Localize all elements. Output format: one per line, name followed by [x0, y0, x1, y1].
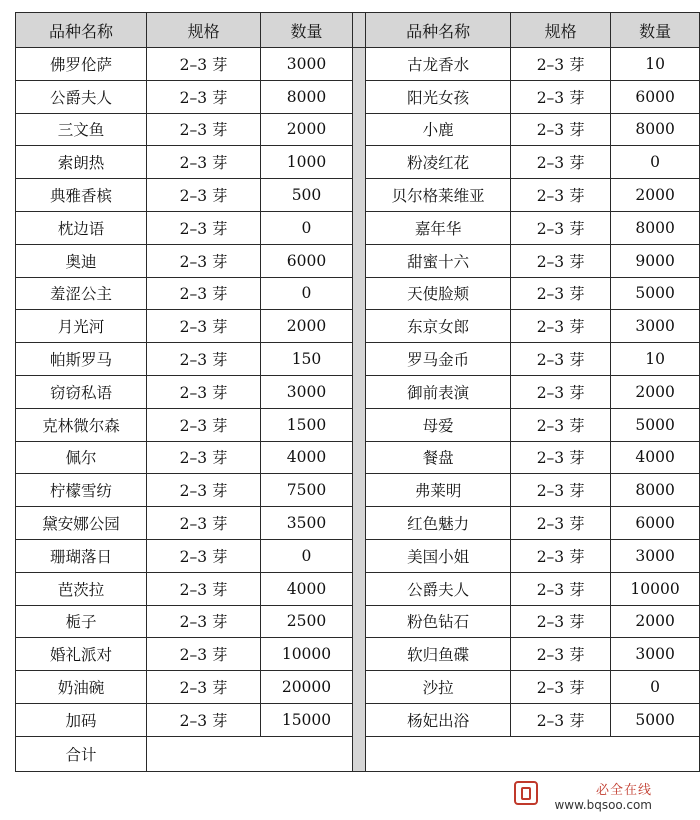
- inventory-sheet: [15, 12, 700, 772]
- quantity-right: 2000: [611, 179, 700, 212]
- variety-name-right: 古龙香水: [366, 48, 511, 81]
- spec-left: 2–3 芽: [146, 310, 260, 343]
- quantity-left: 7500: [261, 474, 353, 507]
- header-row: [16, 13, 700, 48]
- quantity-left: 10000: [261, 638, 353, 671]
- variety-name-left: 羞涩公主: [16, 277, 147, 310]
- quantity-left: 0: [261, 277, 353, 310]
- spec-left: 2–3 芽: [146, 375, 260, 408]
- quantity-left: 0: [261, 539, 353, 572]
- spec-left: 2–3 芽: [146, 507, 260, 540]
- spec-right: 2–3 芽: [511, 113, 611, 146]
- variety-name-left: 佛罗伦萨: [16, 48, 147, 81]
- quantity-left: 4000: [261, 572, 353, 605]
- quantity-left: 3000: [261, 375, 353, 408]
- spec-left: 2–3 芽: [146, 146, 260, 179]
- quantity-left: 150: [261, 343, 353, 376]
- spec-left: 2–3 芽: [146, 572, 260, 605]
- quantity-right: 4000: [611, 441, 700, 474]
- spec-left: 2–3 芽: [146, 408, 260, 441]
- spec-right: 2–3 芽: [511, 80, 611, 113]
- quantity-right: 6000: [611, 80, 700, 113]
- spec-right: 2–3 芽: [511, 671, 611, 704]
- variety-name-right: 小鹿: [366, 113, 511, 146]
- quantity-left: 1500: [261, 408, 353, 441]
- quantity-right: 2000: [611, 375, 700, 408]
- spec-left: 2–3 芽: [146, 277, 260, 310]
- header-name-right: 品种名称: [366, 13, 511, 48]
- spec-right: 2–3 芽: [511, 244, 611, 277]
- variety-name-left: 窃窃私语: [16, 375, 147, 408]
- variety-name-left: 芭茨拉: [16, 572, 147, 605]
- spec-right: 2–3 芽: [511, 539, 611, 572]
- table-row: [16, 48, 700, 81]
- variety-name-right: 杨妃出浴: [366, 703, 511, 736]
- variety-name-left: 月光河: [16, 310, 147, 343]
- spec-left: 2–3 芽: [146, 474, 260, 507]
- variety-name-left: 佩尔: [16, 441, 147, 474]
- spec-left: 2–3 芽: [146, 179, 260, 212]
- variety-table: [15, 12, 700, 772]
- divider-column: [352, 48, 365, 772]
- watermark-url: www.bqsoo.com: [554, 798, 652, 812]
- variety-name-left: 帕斯罗马: [16, 343, 147, 376]
- variety-name-right: 嘉年华: [366, 211, 511, 244]
- spec-left: 2–3 芽: [146, 605, 260, 638]
- quantity-right: 3000: [611, 539, 700, 572]
- variety-name-right: 御前表演: [366, 375, 511, 408]
- quantity-right: 3000: [611, 310, 700, 343]
- quantity-right: 10: [611, 343, 700, 376]
- total-label: 合计: [16, 736, 147, 771]
- quantity-left: 1000: [261, 146, 353, 179]
- spec-left: 2–3 芽: [146, 671, 260, 704]
- header-name-left: 品种名称: [16, 13, 147, 48]
- spec-right: 2–3 芽: [511, 179, 611, 212]
- spec-right: 2–3 芽: [511, 48, 611, 81]
- quantity-right: 2000: [611, 605, 700, 638]
- quantity-right: 5000: [611, 408, 700, 441]
- quantity-right: 0: [611, 146, 700, 179]
- spec-right: 2–3 芽: [511, 703, 611, 736]
- spec-right: 2–3 芽: [511, 474, 611, 507]
- header-qty-right: 数量: [611, 13, 700, 48]
- spec-left: 2–3 芽: [146, 48, 260, 81]
- quantity-right: 9000: [611, 244, 700, 277]
- spec-left: 2–3 芽: [146, 539, 260, 572]
- variety-name-left: 柠檬雪纺: [16, 474, 147, 507]
- total-value: [146, 736, 699, 771]
- total-row: [16, 736, 700, 771]
- quantity-right: 5000: [611, 277, 700, 310]
- variety-name-left: 黛安娜公园: [16, 507, 147, 540]
- variety-name-left: 奥迪: [16, 244, 147, 277]
- quantity-left: 0: [261, 211, 353, 244]
- spec-right: 2–3 芽: [511, 146, 611, 179]
- watermark-brand: 必全在线: [595, 783, 652, 798]
- spec-right: 2–3 芽: [511, 441, 611, 474]
- quantity-left: 20000: [261, 671, 353, 704]
- variety-name-right: 贝尔格莱维亚: [366, 179, 511, 212]
- spec-right: 2–3 芽: [511, 408, 611, 441]
- spec-left: 2–3 芽: [146, 211, 260, 244]
- header-spec-left: 规格: [146, 13, 260, 48]
- variety-name-right: 美国小姐: [366, 539, 511, 572]
- variety-name-left: 公爵夫人: [16, 80, 147, 113]
- variety-name-right: 弗莱明: [366, 474, 511, 507]
- brand-logo-icon: [514, 781, 538, 805]
- quantity-left: 2000: [261, 113, 353, 146]
- variety-name-left: 奶油碗: [16, 671, 147, 704]
- variety-name-right: 公爵夫人: [366, 572, 511, 605]
- header-qty-left: 数量: [261, 13, 353, 48]
- variety-name-right: 阳光女孩: [366, 80, 511, 113]
- quantity-right: 6000: [611, 507, 700, 540]
- variety-name-right: 粉色钻石: [366, 605, 511, 638]
- quantity-right: 8000: [611, 474, 700, 507]
- variety-name-left: 三文鱼: [16, 113, 147, 146]
- divider-column: [352, 13, 365, 48]
- spec-right: 2–3 芽: [511, 605, 611, 638]
- quantity-left: 2500: [261, 605, 353, 638]
- spec-right: 2–3 芽: [511, 638, 611, 671]
- variety-name-left: 克林微尔森: [16, 408, 147, 441]
- variety-name-right: 东京女郎: [366, 310, 511, 343]
- spec-right: 2–3 芽: [511, 572, 611, 605]
- variety-name-right: 甜蜜十六: [366, 244, 511, 277]
- quantity-right: 8000: [611, 211, 700, 244]
- spec-right: 2–3 芽: [511, 310, 611, 343]
- watermark: [554, 779, 652, 812]
- spec-right: 2–3 芽: [511, 277, 611, 310]
- quantity-right: 3000: [611, 638, 700, 671]
- spec-left: 2–3 芽: [146, 441, 260, 474]
- variety-name-left: 加码: [16, 703, 147, 736]
- variety-name-left: 枕边语: [16, 211, 147, 244]
- variety-name-left: 珊瑚落日: [16, 539, 147, 572]
- spec-left: 2–3 芽: [146, 703, 260, 736]
- spec-left: 2–3 芽: [146, 343, 260, 376]
- variety-name-left: 婚礼派对: [16, 638, 147, 671]
- header-spec-right: 规格: [511, 13, 611, 48]
- quantity-right: 10: [611, 48, 700, 81]
- quantity-left: 2000: [261, 310, 353, 343]
- variety-name-left: 典雅香槟: [16, 179, 147, 212]
- variety-name-right: 红色魅力: [366, 507, 511, 540]
- variety-name-right: 母爱: [366, 408, 511, 441]
- variety-name-right: 罗马金币: [366, 343, 511, 376]
- variety-name-right: 软归鱼碟: [366, 638, 511, 671]
- quantity-left: 500: [261, 179, 353, 212]
- spec-left: 2–3 芽: [146, 244, 260, 277]
- quantity-left: 8000: [261, 80, 353, 113]
- variety-name-right: 粉凌红花: [366, 146, 511, 179]
- quantity-right: 8000: [611, 113, 700, 146]
- spec-left: 2–3 芽: [146, 113, 260, 146]
- spec-right: 2–3 芽: [511, 211, 611, 244]
- quantity-left: 3000: [261, 48, 353, 81]
- variety-name-right: 餐盘: [366, 441, 511, 474]
- spec-left: 2–3 芽: [146, 80, 260, 113]
- quantity-right: 10000: [611, 572, 700, 605]
- spec-right: 2–3 芽: [511, 343, 611, 376]
- quantity-right: 0: [611, 671, 700, 704]
- variety-name-left: 栀子: [16, 605, 147, 638]
- variety-name-left: 索朗热: [16, 146, 147, 179]
- spec-left: 2–3 芽: [146, 638, 260, 671]
- variety-name-right: 沙拉: [366, 671, 511, 704]
- quantity-left: 15000: [261, 703, 353, 736]
- spec-right: 2–3 芽: [511, 507, 611, 540]
- quantity-left: 3500: [261, 507, 353, 540]
- spec-right: 2–3 芽: [511, 375, 611, 408]
- quantity-left: 4000: [261, 441, 353, 474]
- quantity-right: 5000: [611, 703, 700, 736]
- variety-name-right: 天使脸颊: [366, 277, 511, 310]
- quantity-left: 6000: [261, 244, 353, 277]
